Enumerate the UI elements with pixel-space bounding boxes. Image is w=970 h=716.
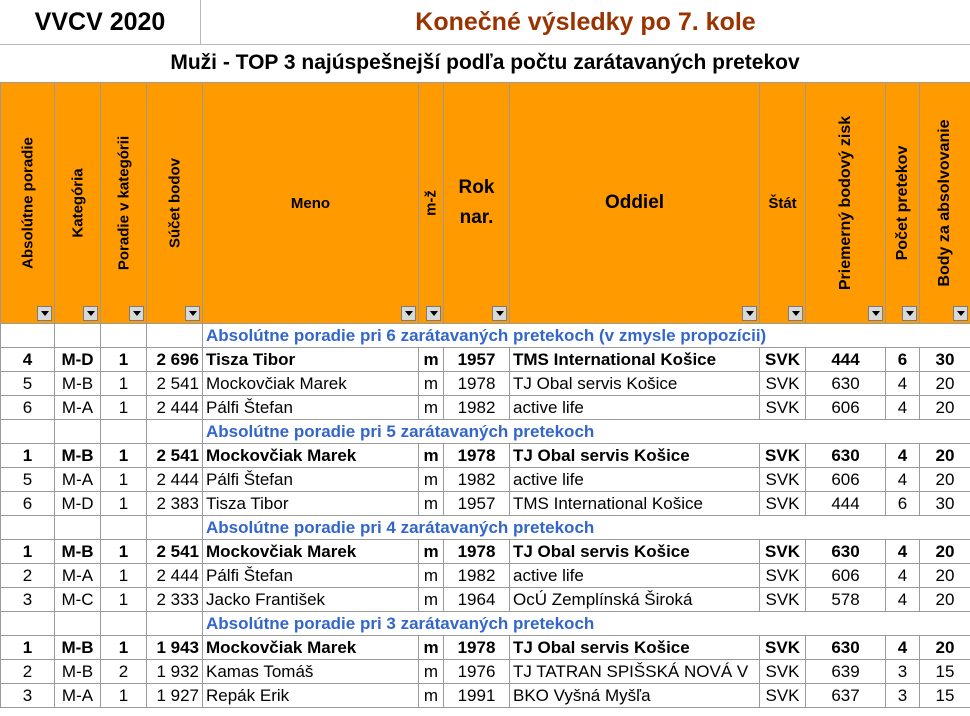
empty-cell[interactable] bbox=[147, 324, 203, 348]
cell-pocet[interactable]: 4 bbox=[886, 588, 920, 612]
cell-body[interactable]: 20 bbox=[920, 540, 970, 564]
filter-dropdown-icon[interactable] bbox=[868, 306, 883, 321]
empty-cell[interactable] bbox=[147, 612, 203, 636]
cell-oddiel[interactable]: active life bbox=[510, 468, 760, 492]
filter-dropdown-icon[interactable] bbox=[83, 306, 98, 321]
cell-pocet[interactable]: 4 bbox=[886, 396, 920, 420]
cell-sucet[interactable]: 2 333 bbox=[147, 588, 203, 612]
cell-mz[interactable]: m bbox=[419, 348, 444, 372]
cell-meno[interactable]: Mockovčiak Marek bbox=[203, 444, 419, 468]
cell-por[interactable]: 1 bbox=[101, 588, 147, 612]
empty-cell[interactable] bbox=[55, 516, 101, 540]
section-title[interactable]: Absolútne poradie pri 3 zarátavaných pretekoch bbox=[203, 612, 970, 636]
cell-sucet[interactable]: 2 444 bbox=[147, 468, 203, 492]
cell-rok[interactable]: 1982 bbox=[444, 396, 510, 420]
cell-mz[interactable]: m bbox=[419, 468, 444, 492]
cell-sucet[interactable]: 1 943 bbox=[147, 636, 203, 660]
filter-dropdown-icon[interactable] bbox=[788, 306, 803, 321]
cell-priem[interactable]: 444 bbox=[806, 492, 886, 516]
table-row bbox=[1, 396, 970, 420]
cell-por[interactable]: 1 bbox=[101, 564, 147, 588]
cell-priem[interactable]: 637 bbox=[806, 684, 886, 708]
empty-cell[interactable] bbox=[147, 516, 203, 540]
cell-pocet[interactable]: 4 bbox=[886, 540, 920, 564]
empty-cell[interactable] bbox=[55, 324, 101, 348]
cell-priem[interactable]: 606 bbox=[806, 396, 886, 420]
empty-cell[interactable] bbox=[101, 420, 147, 444]
cell-abs[interactable]: 1 bbox=[1, 444, 55, 468]
cell-oddiel[interactable]: active life bbox=[510, 396, 760, 420]
cell-stat[interactable]: SVK bbox=[760, 684, 806, 708]
table-row bbox=[1, 588, 970, 612]
cell-oddiel[interactable]: TJ Obal servis Košice bbox=[510, 636, 760, 660]
cell-mz[interactable]: m bbox=[419, 636, 444, 660]
cell-abs[interactable]: 4 bbox=[1, 348, 55, 372]
cell-rok[interactable]: 1957 bbox=[444, 492, 510, 516]
cell-pocet[interactable]: 6 bbox=[886, 492, 920, 516]
empty-cell[interactable] bbox=[55, 420, 101, 444]
table-row bbox=[1, 468, 970, 492]
cell-meno[interactable]: Jacko František bbox=[203, 588, 419, 612]
cell-por[interactable]: 1 bbox=[101, 372, 147, 396]
cell-meno[interactable]: Pálfi Štefan bbox=[203, 468, 419, 492]
cell-kat[interactable]: M-B bbox=[55, 540, 101, 564]
cell-abs[interactable]: 2 bbox=[1, 660, 55, 684]
cell-priem[interactable]: 578 bbox=[806, 588, 886, 612]
cell-body[interactable]: 15 bbox=[920, 660, 970, 684]
cell-pocet[interactable]: 4 bbox=[886, 444, 920, 468]
cell-pocet[interactable]: 4 bbox=[886, 372, 920, 396]
section-header-row bbox=[1, 516, 970, 540]
col-header-meno[interactable]: Meno bbox=[203, 83, 419, 324]
cell-sucet[interactable]: 2 541 bbox=[147, 444, 203, 468]
cell-body[interactable]: 20 bbox=[920, 372, 970, 396]
results-table bbox=[0, 82, 970, 708]
cell-abs[interactable]: 1 bbox=[1, 636, 55, 660]
cell-kat[interactable]: M-C bbox=[55, 588, 101, 612]
cell-mz[interactable]: m bbox=[419, 372, 444, 396]
cell-mz[interactable]: m bbox=[419, 660, 444, 684]
table-body bbox=[1, 324, 970, 708]
filter-dropdown-icon[interactable] bbox=[401, 306, 416, 321]
table-row bbox=[1, 348, 970, 372]
cell-abs[interactable]: 2 bbox=[1, 564, 55, 588]
empty-cell[interactable] bbox=[55, 612, 101, 636]
cell-meno[interactable]: Kamas Tomáš bbox=[203, 660, 419, 684]
cell-rok[interactable]: 1982 bbox=[444, 564, 510, 588]
col-header-por[interactable]: Poradie v kategórii bbox=[101, 83, 147, 324]
col-header-stat[interactable]: Štát bbox=[760, 83, 806, 324]
col-header-mz[interactable]: m-ž bbox=[419, 83, 444, 324]
cell-meno[interactable]: Mockovčiak Marek bbox=[203, 372, 419, 396]
cell-oddiel[interactable]: TJ Obal servis Košice bbox=[510, 540, 760, 564]
cell-rok[interactable]: 1978 bbox=[444, 540, 510, 564]
filter-dropdown-icon[interactable] bbox=[426, 306, 441, 321]
cell-rok[interactable]: 1957 bbox=[444, 348, 510, 372]
cell-oddiel[interactable]: TJ Obal servis Košice bbox=[510, 444, 760, 468]
cell-body[interactable]: 20 bbox=[920, 444, 970, 468]
cell-mz[interactable]: m bbox=[419, 444, 444, 468]
cell-sucet[interactable]: 1 932 bbox=[147, 660, 203, 684]
cell-por[interactable]: 1 bbox=[101, 636, 147, 660]
col-header-rok[interactable]: Rok nar. bbox=[444, 83, 510, 324]
cell-oddiel[interactable]: TMS International Košice bbox=[510, 348, 760, 372]
cell-abs[interactable]: 5 bbox=[1, 468, 55, 492]
cell-rok[interactable]: 1982 bbox=[444, 468, 510, 492]
cell-kat[interactable]: M-A bbox=[55, 396, 101, 420]
filter-dropdown-icon[interactable] bbox=[902, 306, 917, 321]
cell-stat[interactable]: SVK bbox=[760, 396, 806, 420]
filter-dropdown-icon[interactable] bbox=[129, 306, 144, 321]
cell-oddiel[interactable]: TJ Obal servis Košice bbox=[510, 372, 760, 396]
table-row bbox=[1, 564, 970, 588]
table-row bbox=[1, 684, 970, 708]
cell-stat[interactable]: SVK bbox=[760, 372, 806, 396]
empty-cell[interactable] bbox=[101, 516, 147, 540]
cell-stat[interactable]: SVK bbox=[760, 588, 806, 612]
cell-pocet[interactable]: 4 bbox=[886, 636, 920, 660]
cell-meno[interactable]: Tisza Tibor bbox=[203, 492, 419, 516]
cell-priem[interactable]: 606 bbox=[806, 564, 886, 588]
empty-cell[interactable] bbox=[1, 612, 55, 636]
cell-oddiel[interactable]: TJ TATRAN SPIŠSKÁ NOVÁ V bbox=[510, 660, 760, 684]
cell-mz[interactable]: m bbox=[419, 492, 444, 516]
cell-body[interactable]: 20 bbox=[920, 636, 970, 660]
cell-kat[interactable]: M-B bbox=[55, 444, 101, 468]
cell-kat[interactable]: M-D bbox=[55, 492, 101, 516]
empty-cell[interactable] bbox=[1, 324, 55, 348]
cell-abs[interactable]: 6 bbox=[1, 492, 55, 516]
section-header-row bbox=[1, 612, 970, 636]
table-row bbox=[1, 372, 970, 396]
cell-body[interactable]: 30 bbox=[920, 492, 970, 516]
cell-stat[interactable]: SVK bbox=[760, 636, 806, 660]
cell-pocet[interactable]: 3 bbox=[886, 684, 920, 708]
cell-body[interactable]: 15 bbox=[920, 684, 970, 708]
cell-rok[interactable]: 1978 bbox=[444, 372, 510, 396]
cell-kat[interactable]: M-B bbox=[55, 660, 101, 684]
empty-cell[interactable] bbox=[1, 516, 55, 540]
cell-stat[interactable]: SVK bbox=[760, 348, 806, 372]
cell-kat[interactable]: M-B bbox=[55, 372, 101, 396]
cell-stat[interactable]: SVK bbox=[760, 468, 806, 492]
cell-por[interactable]: 1 bbox=[101, 492, 147, 516]
cell-body[interactable]: 20 bbox=[920, 588, 970, 612]
empty-cell[interactable] bbox=[101, 324, 147, 348]
cell-meno[interactable]: Mockovčiak Marek bbox=[203, 540, 419, 564]
cell-stat[interactable]: SVK bbox=[760, 444, 806, 468]
cell-por[interactable]: 1 bbox=[101, 348, 147, 372]
cell-priem[interactable]: 639 bbox=[806, 660, 886, 684]
cell-body[interactable]: 20 bbox=[920, 396, 970, 420]
cell-meno[interactable]: Repák Erik bbox=[203, 684, 419, 708]
cell-sucet[interactable]: 2 541 bbox=[147, 540, 203, 564]
cell-por[interactable]: 2 bbox=[101, 660, 147, 684]
cell-body[interactable]: 20 bbox=[920, 468, 970, 492]
cell-body[interactable]: 30 bbox=[920, 348, 970, 372]
table-row bbox=[1, 636, 970, 660]
filter-dropdown-icon[interactable] bbox=[37, 306, 52, 321]
cell-abs[interactable]: 6 bbox=[1, 396, 55, 420]
cell-pocet[interactable]: 6 bbox=[886, 348, 920, 372]
cell-oddiel[interactable]: BKO Vyšná Myšľa bbox=[510, 684, 760, 708]
cell-sucet[interactable]: 2 444 bbox=[147, 564, 203, 588]
cell-kat[interactable]: M-D bbox=[55, 348, 101, 372]
cell-rok[interactable]: 1964 bbox=[444, 588, 510, 612]
cell-priem[interactable]: 630 bbox=[806, 444, 886, 468]
cell-por[interactable]: 1 bbox=[101, 396, 147, 420]
empty-cell[interactable] bbox=[101, 612, 147, 636]
col-header-abs[interactable]: Absolútne poradie bbox=[1, 83, 55, 324]
cell-priem[interactable]: 630 bbox=[806, 372, 886, 396]
section-title[interactable]: Absolútne poradie pri 6 zarátavaných pretekoch (v zmysle propozícii) bbox=[203, 324, 970, 348]
cell-priem[interactable]: 606 bbox=[806, 468, 886, 492]
section-header-row bbox=[1, 324, 970, 348]
cell-mz[interactable]: m bbox=[419, 396, 444, 420]
cell-kat[interactable]: M-A bbox=[55, 564, 101, 588]
empty-cell[interactable] bbox=[1, 420, 55, 444]
cell-sucet[interactable]: 2 696 bbox=[147, 348, 203, 372]
subtitle[interactable]: Muži - TOP 3 najúspešnejší podľa počtu zarátavaných pretekov bbox=[0, 44, 970, 83]
cell-por[interactable]: 1 bbox=[101, 540, 147, 564]
cell-abs[interactable]: 3 bbox=[1, 588, 55, 612]
cell-sucet[interactable]: 2 541 bbox=[147, 372, 203, 396]
cell-rok[interactable]: 1991 bbox=[444, 684, 510, 708]
col-header-oddiel[interactable]: Oddiel bbox=[510, 83, 760, 324]
section-header-row bbox=[1, 420, 970, 444]
cell-body[interactable]: 20 bbox=[920, 564, 970, 588]
cell-meno[interactable]: Tisza Tibor bbox=[203, 348, 419, 372]
cell-mz[interactable]: m bbox=[419, 588, 444, 612]
cell-mz[interactable]: m bbox=[419, 684, 444, 708]
cell-rok[interactable]: 1978 bbox=[444, 444, 510, 468]
table-row bbox=[1, 660, 970, 684]
title-row bbox=[0, 0, 970, 45]
cell-abs[interactable]: 3 bbox=[1, 684, 55, 708]
cell-rok[interactable]: 1978 bbox=[444, 636, 510, 660]
filter-dropdown-icon[interactable] bbox=[953, 306, 968, 321]
event-title[interactable]: VVCV 2020 bbox=[0, 0, 201, 44]
table-row bbox=[1, 540, 970, 564]
section-title[interactable]: Absolútne poradie pri 4 zarátavaných pretekoch bbox=[203, 516, 970, 540]
cell-sucet[interactable]: 2 383 bbox=[147, 492, 203, 516]
filter-dropdown-icon[interactable] bbox=[185, 306, 200, 321]
cell-mz[interactable]: m bbox=[419, 564, 444, 588]
cell-sucet[interactable]: 2 444 bbox=[147, 396, 203, 420]
cell-stat[interactable]: SVK bbox=[760, 660, 806, 684]
section-title[interactable]: Absolútne poradie pri 5 zarátavaných pretekoch bbox=[203, 420, 970, 444]
cell-priem[interactable]: 630 bbox=[806, 540, 886, 564]
cell-por[interactable]: 1 bbox=[101, 444, 147, 468]
cell-abs[interactable]: 1 bbox=[1, 540, 55, 564]
col-header-body[interactable]: Body za absolvovanie bbox=[920, 83, 970, 324]
results-title[interactable]: Konečné výsledky po 7. kole bbox=[415, 7, 756, 36]
cell-pocet[interactable]: 3 bbox=[886, 660, 920, 684]
cell-rok[interactable]: 1976 bbox=[444, 660, 510, 684]
cell-por[interactable]: 1 bbox=[101, 684, 147, 708]
cell-kat[interactable]: M-B bbox=[55, 636, 101, 660]
col-header-kat[interactable]: Kategória bbox=[55, 83, 101, 324]
cell-priem[interactable]: 444 bbox=[806, 348, 886, 372]
cell-kat[interactable]: M-A bbox=[55, 468, 101, 492]
cell-meno[interactable]: Mockovčiak Marek bbox=[203, 636, 419, 660]
cell-oddiel[interactable]: OcÚ Zemplínská Široká bbox=[510, 588, 760, 612]
col-header-pocet[interactable]: Počet pretekov bbox=[886, 83, 920, 324]
cell-abs[interactable]: 5 bbox=[1, 372, 55, 396]
cell-stat[interactable]: SVK bbox=[760, 492, 806, 516]
cell-stat[interactable]: SVK bbox=[760, 540, 806, 564]
cell-stat[interactable]: SVK bbox=[760, 564, 806, 588]
cell-mz[interactable]: m bbox=[419, 540, 444, 564]
filter-dropdown-icon[interactable] bbox=[492, 306, 507, 321]
cell-oddiel[interactable]: TMS International Košice bbox=[510, 492, 760, 516]
cell-por[interactable]: 1 bbox=[101, 468, 147, 492]
cell-kat[interactable]: M-A bbox=[55, 684, 101, 708]
cell-pocet[interactable]: 4 bbox=[886, 564, 920, 588]
cell-meno[interactable]: Pálfi Štefan bbox=[203, 564, 419, 588]
cell-sucet[interactable]: 1 927 bbox=[147, 684, 203, 708]
cell-priem[interactable]: 630 bbox=[806, 636, 886, 660]
table-row bbox=[1, 444, 970, 468]
table-row bbox=[1, 492, 970, 516]
cell-oddiel[interactable]: active life bbox=[510, 564, 760, 588]
cell-meno[interactable]: Pálfi Štefan bbox=[203, 396, 419, 420]
col-header-sucet[interactable]: Súčet bodov bbox=[147, 83, 203, 324]
cell-pocet[interactable]: 4 bbox=[886, 468, 920, 492]
filter-dropdown-icon[interactable] bbox=[742, 306, 757, 321]
col-header-priem[interactable]: Priemerný bodový zisk bbox=[806, 83, 886, 324]
header-row bbox=[1, 83, 970, 324]
empty-cell[interactable] bbox=[147, 420, 203, 444]
